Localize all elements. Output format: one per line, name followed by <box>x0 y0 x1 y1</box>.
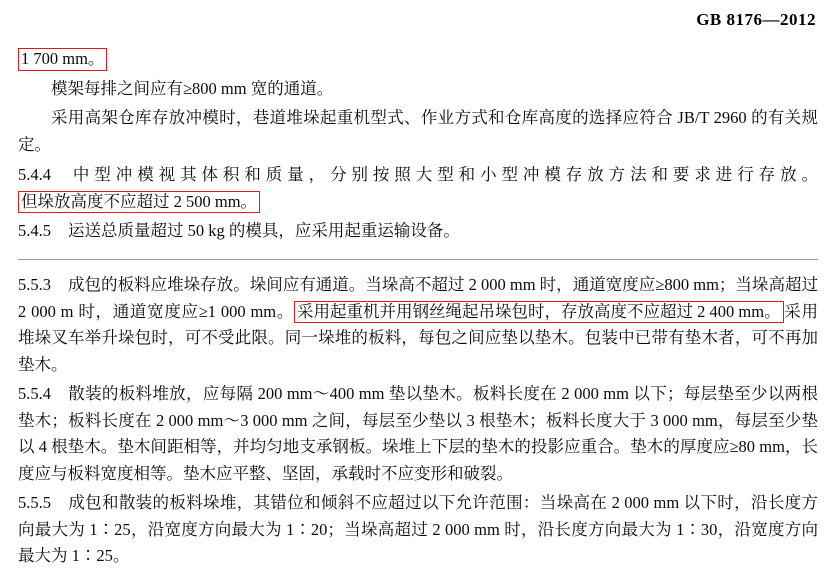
clause-5-5-5-number: 5.5.5 <box>18 492 51 512</box>
clause-5-5-3 <box>18 272 818 379</box>
clause-5-5-5 <box>18 490 818 570</box>
clause-5-5-5-text: 成包和散装的板料垛堆，其错位和倾斜不应超过以下允许范围：当垛高在 2 000 mm 以下时，沿长度方向最大为 1∶25，沿宽度方向最大为 1∶20；当垛高超过 2 000 mm 时，沿长度方向最大为 1∶30，沿宽度方向最大为 1∶25。 <box>18 492 818 566</box>
page-header <box>0 0 840 30</box>
document-body <box>0 46 840 570</box>
clause-5-4-5-text: 运送总质量超过 50 kg 的模具，应采用起重运输设备。 <box>68 221 460 241</box>
highlight-2500mm: 但垛放高度不应超过 2 500 mm。 <box>18 191 260 214</box>
continuation-line <box>18 46 818 73</box>
section-5-4 <box>18 46 818 245</box>
paragraph-mojia: 模架每排之间应有≥800 mm 宽的通道。 <box>51 78 334 98</box>
standard-number: GB 8176—2012 <box>696 10 816 29</box>
clause-5-4-4 <box>18 162 818 215</box>
paragraph-gaojia: 采用高架仓库存放冲模时，巷道堆垛起重机型式、作业方式和仓库高度的选择应符合 JB/T 2960 的有关规定。 <box>18 108 818 155</box>
clause-5-5-3-text-before: 成包的板料应堆垛存放。垛间应有通道。当垛高不超过 2 000 mm 时，通道宽度应≥800 mm；当垛高超过 2 000 m 时，通道宽度应≥1 000 mm。 <box>18 275 818 321</box>
clause-5-4-5-number: 5.4.5 <box>18 221 51 241</box>
clause-5-5-4-number: 5.5.4 <box>18 383 51 403</box>
section-divider <box>18 259 818 260</box>
highlight-2400mm: 采用起重机并用钢丝绳起吊垛包时，存放高度不应超过 2 400 mm。 <box>294 301 784 324</box>
clause-5-5-4 <box>18 381 818 488</box>
clause-5-5-3-number: 5.5.3 <box>18 275 51 295</box>
clause-5-5-4-text: 散装的板料堆放，应每隔 200 mm～400 mm 垫以垫木。板料长度在 2 000 mm 以下；每层垫至少以两根垫木；板料长度在 2 000 mm～3 000 mm 之间，每层至少垫以 3 根垫木；板料长度大于 3 000 mm，每层至少垫以 4 根垫木。垫木间距相等，并均匀地支承钢板。垛堆上下层的垫木的投影应重合。垫木的厚度应≥80 mm，长度应与板料宽度相等。垫木应平整、坚固，承载时不应变形和破裂。 <box>18 383 818 484</box>
highlight-1700mm: 1 700 mm。 <box>18 48 107 71</box>
clause-5-4-5 <box>18 218 818 245</box>
section-5-5 <box>18 272 818 570</box>
clause-5-5-3-text-after: 采用堆垛叉车举升垛包时，可不受此限。同一垛堆的板料，每包之间应垫以垫木。包装中已带有垫木者，可不再加垫木。 <box>18 301 819 375</box>
clause-5-4-4-text: 中型冲模视其体积和质量，分别按照大型和小型冲模存放方法和要求进行存放。 <box>68 164 818 184</box>
clause-5-4-4-number: 5.4.4 <box>18 164 51 184</box>
